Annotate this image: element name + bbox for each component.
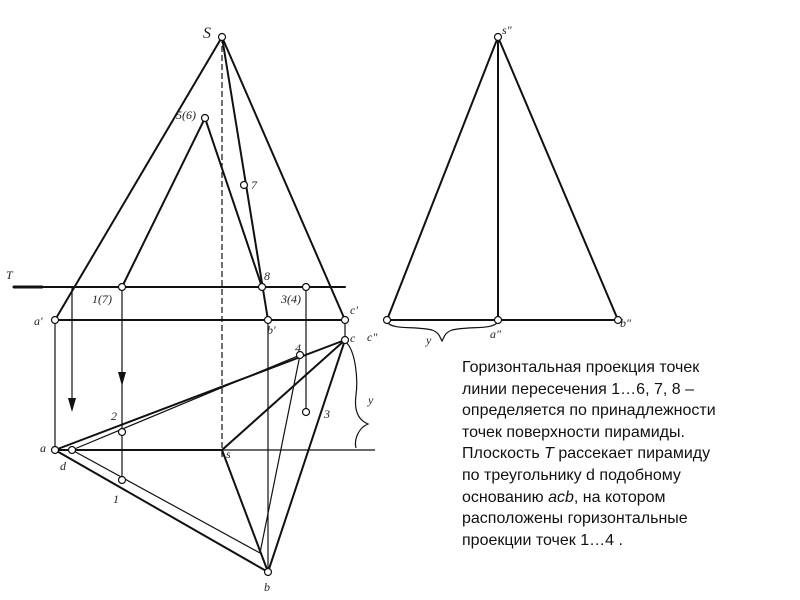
top-projection — [55, 340, 368, 572]
caption-line: проекции точек 1…4 . — [462, 531, 623, 549]
point-c2 — [384, 317, 391, 324]
label-c2: c" — [367, 330, 378, 344]
edge-s-c1 — [222, 37, 345, 320]
point-c1 — [342, 317, 349, 324]
point-S2 — [495, 34, 502, 41]
caption-fragment: , на котором — [573, 488, 666, 506]
label-5-6: 5(6) — [176, 108, 196, 122]
caption-fragment: основанию — [462, 488, 549, 506]
label-S: S — [203, 25, 211, 42]
edge-s2-c2 — [387, 37, 498, 320]
point-b — [265, 569, 272, 576]
point-a — [52, 447, 59, 454]
point-a2 — [495, 317, 502, 324]
point-c — [342, 337, 349, 344]
point-d — [69, 447, 76, 454]
caption-line: линии пересечения 1…6, 7, 8 – — [462, 380, 694, 398]
point-7 — [241, 182, 248, 189]
label-c: c — [350, 331, 356, 345]
section-4-3 — [260, 355, 300, 553]
label-1-7: 1(7) — [92, 292, 112, 306]
point-3-top — [303, 409, 310, 416]
point-S — [219, 34, 226, 41]
edge-s-a1 — [55, 37, 222, 320]
label-7: 7 — [251, 178, 257, 192]
point-1-front — [119, 284, 126, 291]
caption-line — [462, 487, 792, 509]
front-projection — [14, 37, 345, 460]
point-1-top — [119, 477, 126, 484]
edge-s-b1 — [222, 37, 268, 320]
projection-connectors — [55, 287, 375, 572]
label-a: a — [40, 441, 46, 455]
label-b1: b' — [267, 323, 276, 337]
point-3-front — [303, 284, 310, 291]
caption-line: точек поверхности пирамиды. — [462, 423, 685, 441]
edge-s-b — [222, 450, 268, 572]
label-3: 3 — [324, 407, 330, 421]
caption-line — [462, 443, 792, 465]
label-T: T — [6, 268, 13, 282]
dimension-brace-y2 — [387, 322, 498, 341]
caption-fragment: Плоскость — [462, 445, 545, 463]
label-3-4: 3(4) — [281, 292, 301, 306]
caption-line: расположены горизонтальные — [462, 510, 688, 528]
label-1: 1 — [113, 492, 119, 506]
base-b-a — [55, 450, 268, 572]
label-8: 8 — [264, 269, 270, 283]
caption-fragment: рассекает пирамиду — [553, 445, 711, 463]
caption-line: определяется по принадлежности — [462, 402, 716, 420]
caption-line: по треугольнику d подобному — [462, 466, 681, 484]
label-a2: a" — [490, 327, 502, 341]
section-d-4 — [72, 355, 300, 450]
point-8 — [259, 284, 266, 291]
label-b2: b" — [620, 316, 632, 330]
label-c1: c' — [350, 303, 358, 317]
section-line-5-8 — [205, 118, 262, 287]
caption-italic-T: Т — [544, 445, 554, 463]
arrow-1 — [118, 372, 126, 386]
profile-projection — [387, 37, 618, 341]
point-5 — [202, 115, 209, 122]
point-2 — [119, 429, 126, 436]
section-line-1-5 — [122, 118, 205, 287]
point-a1 — [52, 317, 59, 324]
label-b: b — [264, 580, 270, 594]
label-y1: y — [368, 393, 374, 407]
label-2: 2 — [111, 409, 117, 423]
edge-s2-b2 — [498, 37, 618, 320]
label-s: s — [226, 447, 231, 461]
label-S2: s" — [502, 23, 512, 37]
label-y2: y — [426, 333, 432, 347]
section-3-1 — [72, 450, 260, 553]
explanation-text — [462, 357, 792, 551]
label-d: d — [60, 459, 66, 473]
arrow-d — [68, 398, 76, 412]
dimension-brace-y1 — [346, 342, 368, 448]
label-a1: a' — [34, 314, 43, 328]
caption-italic-acb: acb — [548, 488, 574, 506]
label-4: 4 — [295, 341, 301, 355]
caption-line: Горизонтальная проекция точек — [462, 359, 700, 376]
